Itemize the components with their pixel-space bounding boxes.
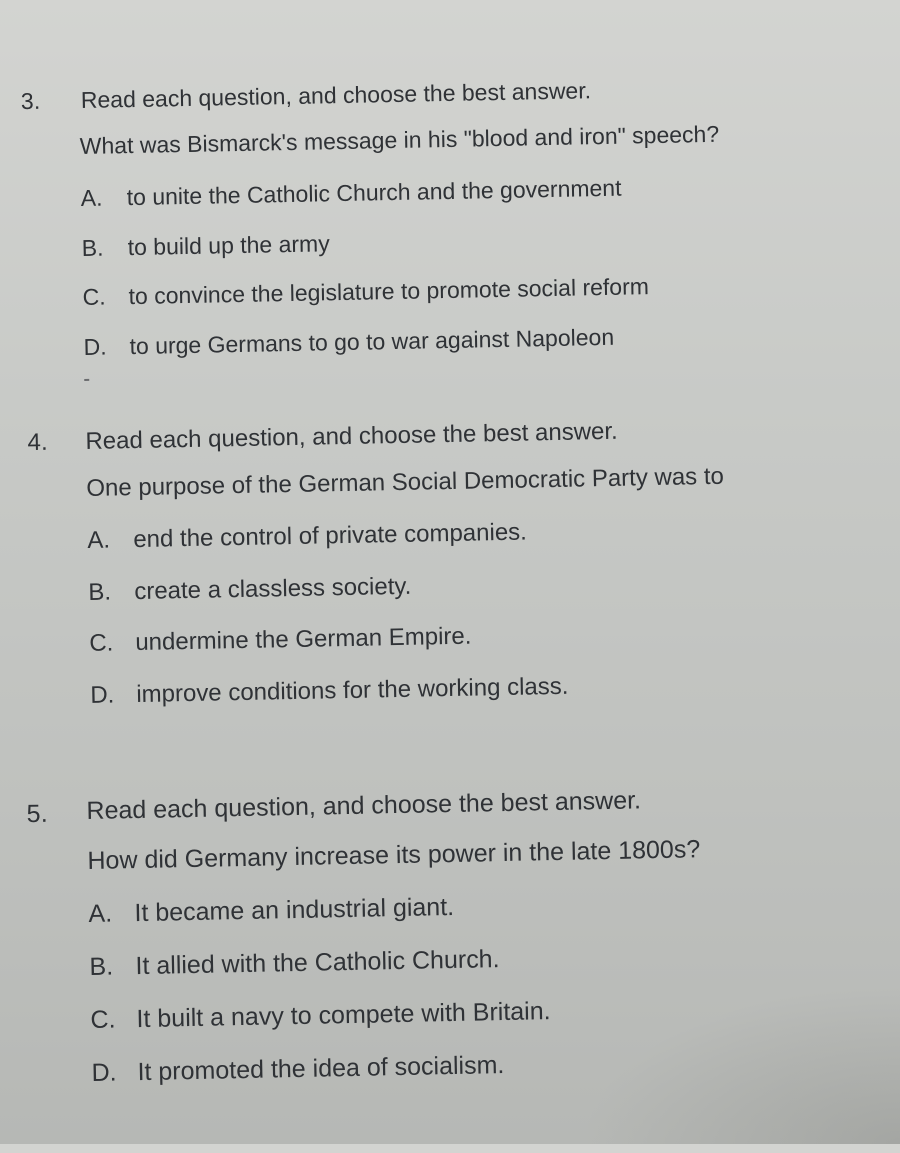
answer-option-c[interactable] (90, 997, 551, 1035)
option-letter: B. (88, 578, 112, 606)
question-prompt: One purpose of the German Social Democratic Party was to (86, 462, 725, 502)
question-instruction: Read each question, and choose the best answer. (85, 417, 618, 455)
option-letter: B. (89, 952, 114, 981)
option-letter: C. (89, 629, 114, 657)
answer-option-b[interactable] (88, 573, 411, 607)
option-text: to urge Germans to go to war against Napoleon (129, 323, 615, 360)
option-text: end the control of private companies. (133, 518, 528, 554)
question-instruction: Read each question, and choose the best answer. (86, 786, 642, 826)
answer-option-d[interactable] (90, 673, 569, 710)
question-number: 5. (26, 799, 49, 829)
option-letter: A. (87, 526, 111, 554)
option-text: undermine the German Empire. (135, 622, 472, 657)
question-3 (0, 0, 869, 360)
question-number: 4. (27, 428, 49, 457)
option-text: It became an industrial giant. (134, 892, 455, 928)
answer-option-d[interactable] (91, 1051, 504, 1088)
option-letter: C. (82, 283, 106, 310)
option-letter: D. (90, 681, 115, 709)
option-letter: C. (90, 1005, 116, 1034)
option-letter: A. (88, 899, 113, 929)
option-text: It built a navy to compete with Britain. (136, 997, 551, 1034)
option-letter: B. (81, 234, 104, 262)
option-text: improve conditions for the working class. (136, 672, 569, 709)
option-letter: D. (91, 1058, 117, 1087)
pencil-mark (84, 379, 89, 381)
option-text: to convince the legislature to promote social reform (128, 273, 650, 310)
option-text: create a classless society. (134, 572, 412, 606)
option-text: It promoted the idea of socialism. (137, 1051, 505, 1087)
question-prompt: What was Bismarck's message in his "blood and iron" speech? (79, 120, 720, 160)
paper-shadow (580, 984, 900, 1144)
answer-option-c[interactable] (82, 273, 649, 311)
question-instruction: Read each question, and choose the best answer. (80, 77, 592, 113)
question-prompt: How did Germany increase its power in the late 1800s? (87, 835, 701, 876)
answer-option-b[interactable] (81, 230, 329, 262)
question-number: 3. (20, 87, 41, 115)
answer-option-a[interactable] (87, 519, 527, 555)
answer-option-d[interactable] (83, 324, 614, 361)
answer-option-b[interactable] (89, 945, 500, 982)
option-letter: D. (83, 333, 107, 360)
answer-option-c[interactable] (89, 623, 472, 658)
option-text: It allied with the Catholic Church. (135, 945, 500, 981)
option-text: to unite the Catholic Church and the government (126, 174, 622, 211)
answer-option-a[interactable] (88, 893, 454, 929)
option-letter: A. (80, 184, 103, 212)
option-text: to build up the army (127, 230, 330, 261)
answer-option-a[interactable] (81, 175, 622, 212)
